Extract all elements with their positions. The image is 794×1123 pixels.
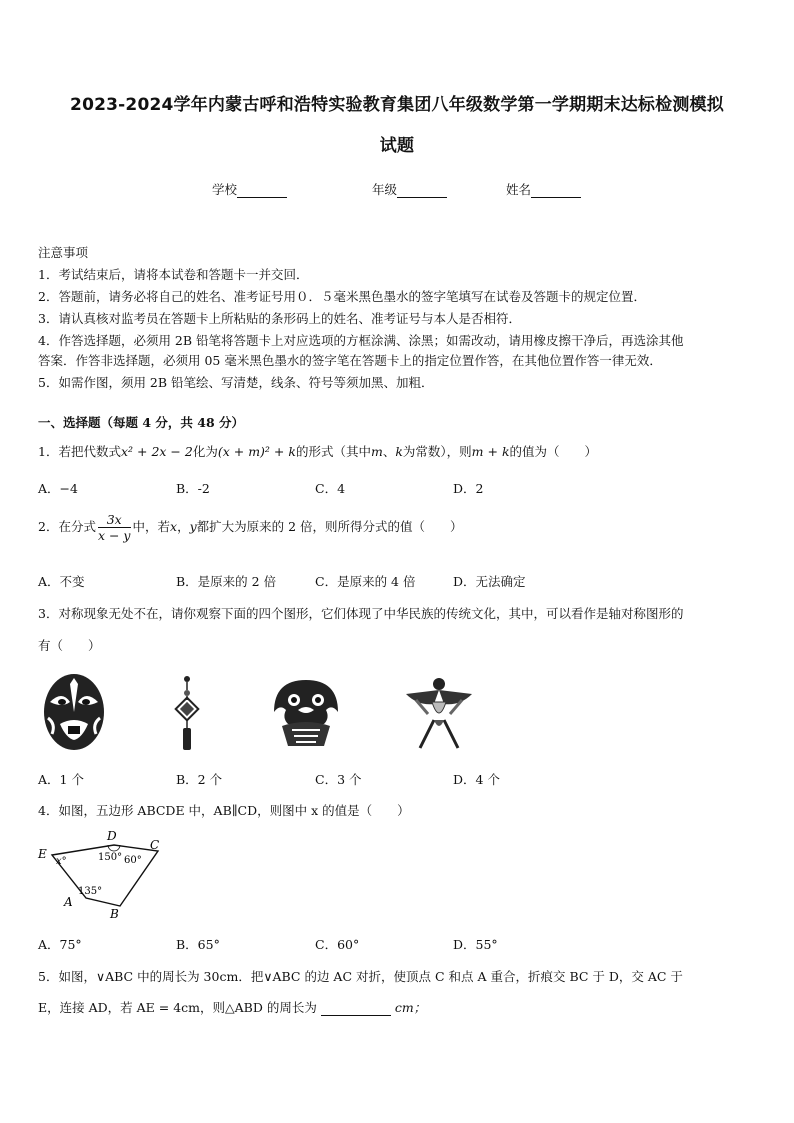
q1-option-a: A．−4 xyxy=(38,481,78,496)
q3-option-a: A．1 个 xyxy=(38,772,84,787)
q2-y: y xyxy=(189,519,197,534)
vertex-a-label: A xyxy=(64,895,73,909)
vertex-c-label: C xyxy=(150,838,160,852)
q5-text-b: cm； xyxy=(394,1000,427,1015)
q1-option-b: B．-2 xyxy=(176,481,210,496)
note-item: 2．答题前，请务必将自己的姓名、准考证号用０．５毫米黑色墨水的签字笔填写在试卷及答题卡的规定位置． xyxy=(38,289,646,304)
section-heading: 一、选择题（每题 4 分，共 48 分） xyxy=(38,415,245,430)
q2-suffix: 都扩大为原来的 2 倍，则所得分式的值（ ） xyxy=(196,519,463,534)
q2-option-a: A．不变 xyxy=(38,574,85,589)
q1-expr3: m + k xyxy=(471,444,510,459)
angle-150-label: 150° xyxy=(98,852,123,863)
lion-head-image xyxy=(268,674,344,750)
q5-text-a: E，连接 AD，若 AE = 4cm，则△ABD 的周长为 xyxy=(38,1000,317,1015)
q4-option-c: C．60° xyxy=(315,937,360,952)
q2-denominator: x − y xyxy=(97,528,131,543)
note-item: 答案．作答非选择题，必须用 05 毫米黑色墨水的签字笔在答题卡上的指定位置作答，在其他位置作答一律无效． xyxy=(38,353,662,368)
q2-x: x xyxy=(170,519,178,534)
question-5-line2 xyxy=(38,998,426,1016)
school-blank xyxy=(237,185,287,198)
q4-option-a: A．75° xyxy=(38,937,82,952)
name-label: 姓名 xyxy=(506,182,532,197)
q1-mid2: 的形式（其中 xyxy=(295,444,371,459)
grade-label: 年级 xyxy=(372,182,398,197)
q2-prefix: 2．在分式 xyxy=(38,519,96,534)
vertex-b-label: B xyxy=(110,907,119,921)
q1-mid1: 化为 xyxy=(192,444,218,459)
grade-field xyxy=(372,180,447,198)
question-1 xyxy=(38,442,597,460)
chinese-knot-image xyxy=(170,674,204,752)
q2-numerator: 3x xyxy=(98,512,131,528)
q2-fraction xyxy=(98,512,131,543)
q1-expr1: x² + 2x − 2 xyxy=(120,444,193,459)
q4-option-d: D．55° xyxy=(453,937,498,952)
angle-135-label: 135° xyxy=(78,886,103,897)
q1-mid3: 为常数），则 xyxy=(402,444,472,459)
q1-m: m xyxy=(370,444,383,459)
q1-prefix: 1．若把代数式 xyxy=(38,444,121,459)
q3-option-c: C．3 个 xyxy=(315,772,362,787)
q2-option-b: B．是原来的 2 倍 xyxy=(176,574,277,589)
q3-option-d: D．4 个 xyxy=(453,772,500,787)
angle-60-label: 60° xyxy=(124,855,142,866)
note-item: 4．作答选择题，必须用 2B 铅笔将答题卡上对应选项的方框涂满、涂黑；如需改动，请用橡皮擦干净后，再选涂其他 xyxy=(38,333,684,348)
question-3-line1: 3．对称现象无处不在，请你观察下面的四个图形，它们体现了中华民族的传统文化，其中，可以看作是轴对称图形的 xyxy=(38,606,684,621)
question-2 xyxy=(38,512,463,543)
opera-mask-image xyxy=(42,672,106,752)
q4-option-b: B．65° xyxy=(176,937,220,952)
q5-answer-blank xyxy=(321,1003,391,1016)
vertex-d-label: D xyxy=(107,829,117,843)
note-item: 3．请认真核对监考员在答题卡上所粘贴的条形码上的姓名、准考证号与本人是否相符． xyxy=(38,311,521,326)
q1-option-d: D．2 xyxy=(453,481,484,496)
name-field xyxy=(506,180,581,198)
q2-mid: 中，若 xyxy=(132,519,171,534)
q1-sep: 、 xyxy=(382,444,396,459)
question-5-line1: 5．如图，∨ABC 中的周长为 30cm．把∨ABC 的边 AC 对折，使顶点 C 和点 A 重合，折痕交 BC 于 D，交 AC 于 xyxy=(38,969,683,984)
q1-option-c: C．4 xyxy=(315,481,346,496)
notes-heading: 注意事项 xyxy=(38,245,89,260)
angle-x-label: x° xyxy=(56,856,67,867)
page-title: 2023-2024学年内蒙古呼和浩特实验教育集团八年级数学第一学期期末达标检测模拟 xyxy=(70,95,724,115)
q2-option-d: D．无法确定 xyxy=(453,574,526,589)
q2-option-c: C．是原来的 4 倍 xyxy=(315,574,416,589)
q1-suffix: 的值为（ ） xyxy=(509,444,598,459)
school-field xyxy=(212,180,287,198)
q1-expr2: (x + m)² + k xyxy=(217,444,296,459)
grade-blank xyxy=(397,185,447,198)
page-title-continued: 试题 xyxy=(379,136,415,156)
note-item: 1．考试结束后，请将本试卷和答题卡一并交回． xyxy=(38,267,309,282)
pentagon-figure xyxy=(34,826,166,922)
q1-k: k xyxy=(395,444,403,459)
swallow-kite-image xyxy=(404,674,474,752)
note-item: 5．如需作图，须用 2B 铅笔绘、写清楚，线条、符号等须加黑、加粗． xyxy=(38,375,434,390)
school-label: 学校 xyxy=(212,182,238,197)
q3-option-b: B．2 个 xyxy=(176,772,223,787)
q2-comma: ， xyxy=(177,519,190,534)
question-3-line2: 有（ ） xyxy=(38,638,101,653)
question-4: 4．如图，五边形 ABCDE 中，AB∥CD，则图中 x 的值是（ ） xyxy=(38,803,410,818)
name-blank xyxy=(531,185,581,198)
vertex-e-label: E xyxy=(38,847,47,861)
